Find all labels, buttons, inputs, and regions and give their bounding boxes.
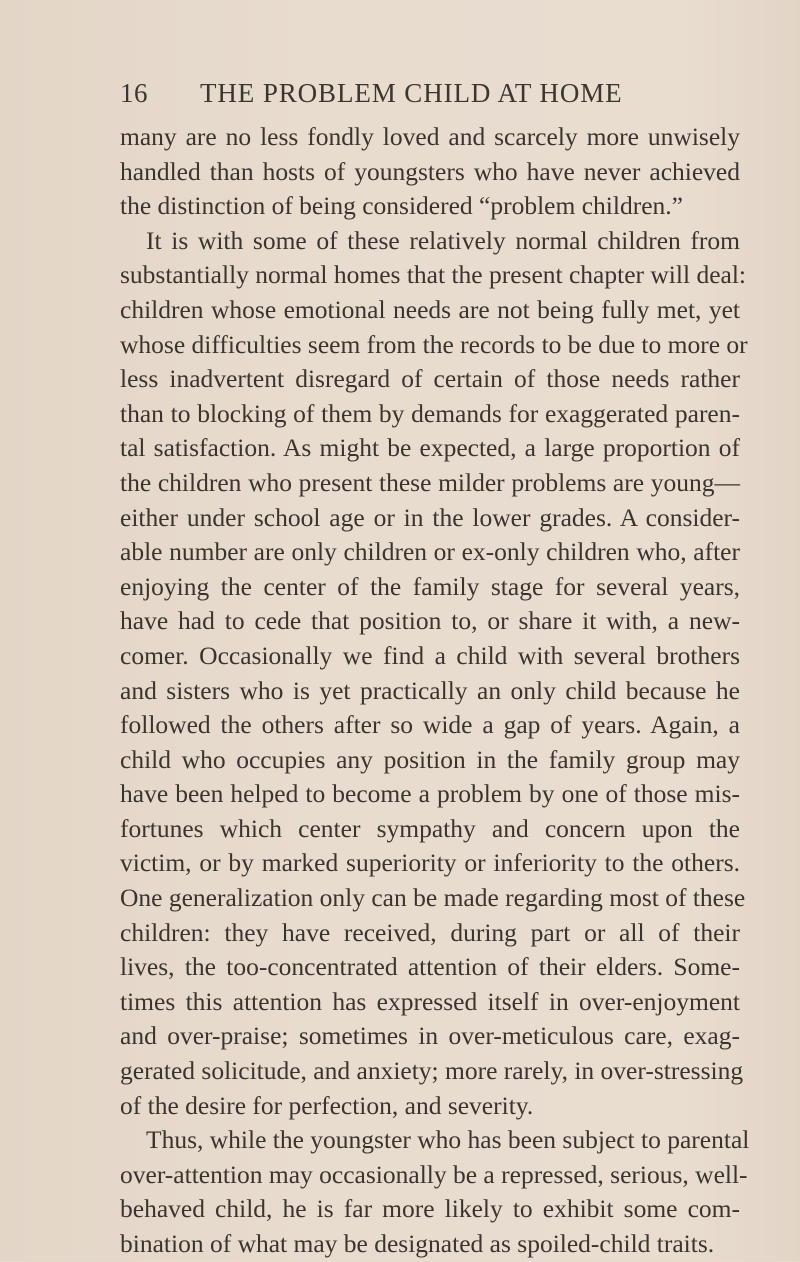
text-line: able number are only children or ex-only children who, after (120, 537, 740, 567)
paragraph (120, 1123, 750, 1261)
text-line: children: they have received, during part or all of their (120, 917, 740, 947)
text-line: enjoying the center of the family stage for several years, (120, 571, 740, 601)
page-number: 16 (120, 78, 148, 108)
text-line: the distinction of being considered “problem children.” (120, 191, 683, 221)
text-line: fortunes which center sympathy and concern upon the (120, 813, 740, 843)
text-line: have had to cede that position to, or share it with, a new- (120, 606, 740, 636)
text-line: It is with some of these relatively normal children from (146, 225, 740, 255)
running-head: THE PROBLEM CHILD AT HOME (200, 78, 623, 108)
text-line: less inadvertent disregard of certain of those needs rather (120, 364, 740, 394)
text-line: and over-praise; sometimes in over-meticulous care, exag- (120, 1021, 740, 1051)
text-line: followed the others after so wide a gap of years. Again, a (120, 710, 740, 740)
text-line: many are no less fondly loved and scarcely more unwisely (120, 122, 740, 151)
text-line: substantially normal homes that the present chapter will deal: (120, 260, 746, 290)
text-line: comer. Occasionally we find a child with several brothers (120, 640, 740, 670)
page-header (120, 76, 740, 116)
text-line: times this attention has expressed itself in over-enjoyment (120, 986, 740, 1016)
text-line: behaved child, he is far more likely to exhibit some com- (120, 1194, 740, 1224)
text-line: whose difficulties seem from the records to be due to more or (120, 329, 748, 359)
text-line: children whose emotional needs are not being fully met, yet (120, 294, 740, 324)
text-line: gerated solicitude, and anxiety; more rarely, in over-stressing (120, 1056, 744, 1086)
text-line: child who occupies any position in the family group may (120, 744, 740, 774)
text-line: Thus, while the youngster who has been subject to parental (146, 1125, 750, 1155)
text-line: handled than hosts of youngsters who have never achieved (120, 156, 740, 186)
text-line: bination of what may be designated as spoiled-child traits. (120, 1229, 715, 1258)
text-line: the children who present these milder problems are young— (120, 467, 740, 497)
text-line: than to blocking of them by demands for exaggerated paren- (120, 398, 740, 428)
text-line: over-attention may occasionally be a repressed, serious, well- (120, 1159, 748, 1189)
text-line: tal satisfaction. As might be expected, a large proportion of (120, 433, 740, 463)
text-line: One generalization only can be made regarding most of these (120, 883, 746, 913)
paragraph (120, 224, 748, 1123)
body-text (120, 120, 750, 1262)
text-line: have been helped to become a problem by one of those mis- (120, 779, 740, 809)
text-line: and sisters who is yet practically an only child because he (120, 675, 740, 705)
text-line: victim, or by marked superiority or inferiority to the others. (120, 848, 740, 878)
text-line: either under school age or in the lower grades. A consider- (120, 502, 740, 532)
text-line: lives, the too-concentrated attention of their elders. Some- (120, 952, 740, 982)
paragraph (120, 120, 740, 224)
text-line: of the desire for perfection, and severity. (120, 1090, 534, 1120)
